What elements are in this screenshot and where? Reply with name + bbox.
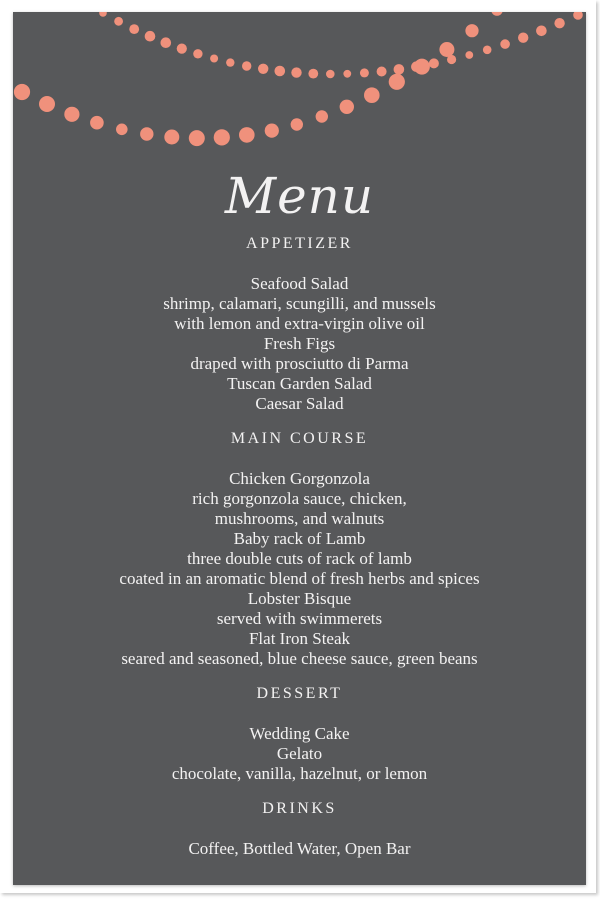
menu-item-description: chocolate, vanilla, hazelnut, or lemon [171, 764, 428, 783]
section-appetizer [13, 234, 586, 414]
menu-item-description: with lemon and extra-virgin olive oil [174, 314, 425, 333]
section-header-drinks: DRINKS [262, 800, 337, 817]
menu-item: Wedding Cake [249, 724, 350, 743]
section-main-course [13, 429, 586, 669]
section-drinks [13, 799, 586, 859]
menu-item: Flat Iron Steak [248, 629, 351, 648]
menu-title: Menu [224, 167, 375, 225]
menu-item-description: three double cuts of rack of lamb [187, 549, 412, 568]
menu-item-description: seared and seasoned, blue cheese sauce, green beans [121, 649, 478, 668]
menu-content [13, 12, 586, 874]
menu-item-description: mushrooms, and walnuts [214, 509, 385, 528]
section-header-dessert: DESSERT [256, 685, 343, 702]
menu-item: Fresh Figs [263, 334, 336, 353]
menu-item: Chicken Gorgonzola [229, 469, 370, 488]
menu-item: Tuscan Garden Salad [227, 374, 372, 393]
menu-item-description: shrimp, calamari, scungilli, and mussels [163, 294, 436, 313]
section-header-main-course: MAIN COURSE [230, 430, 369, 447]
menu-item: Gelato [276, 744, 323, 763]
menu-item-description: draped with prosciutto di Parma [190, 354, 409, 373]
menu-item-description: rich gorgonzola sauce, chicken, [192, 489, 407, 508]
section-header-appetizer: APPETIZER [246, 235, 353, 252]
menu-item-description: coated in an aromatic blend of fresh herbs and spices [119, 569, 480, 588]
menu-card [13, 12, 586, 885]
menu-item: Caesar Salad [255, 394, 344, 413]
menu-item: Baby rack of Lamb [233, 529, 366, 548]
menu-item-description: served with swimmerets [216, 609, 383, 628]
menu-item: Lobster Bisque [247, 589, 352, 608]
menu-item: Coffee, Bottled Water, Open Bar [188, 839, 411, 858]
menu-item: Seafood Salad [250, 274, 349, 293]
section-dessert [13, 684, 586, 784]
